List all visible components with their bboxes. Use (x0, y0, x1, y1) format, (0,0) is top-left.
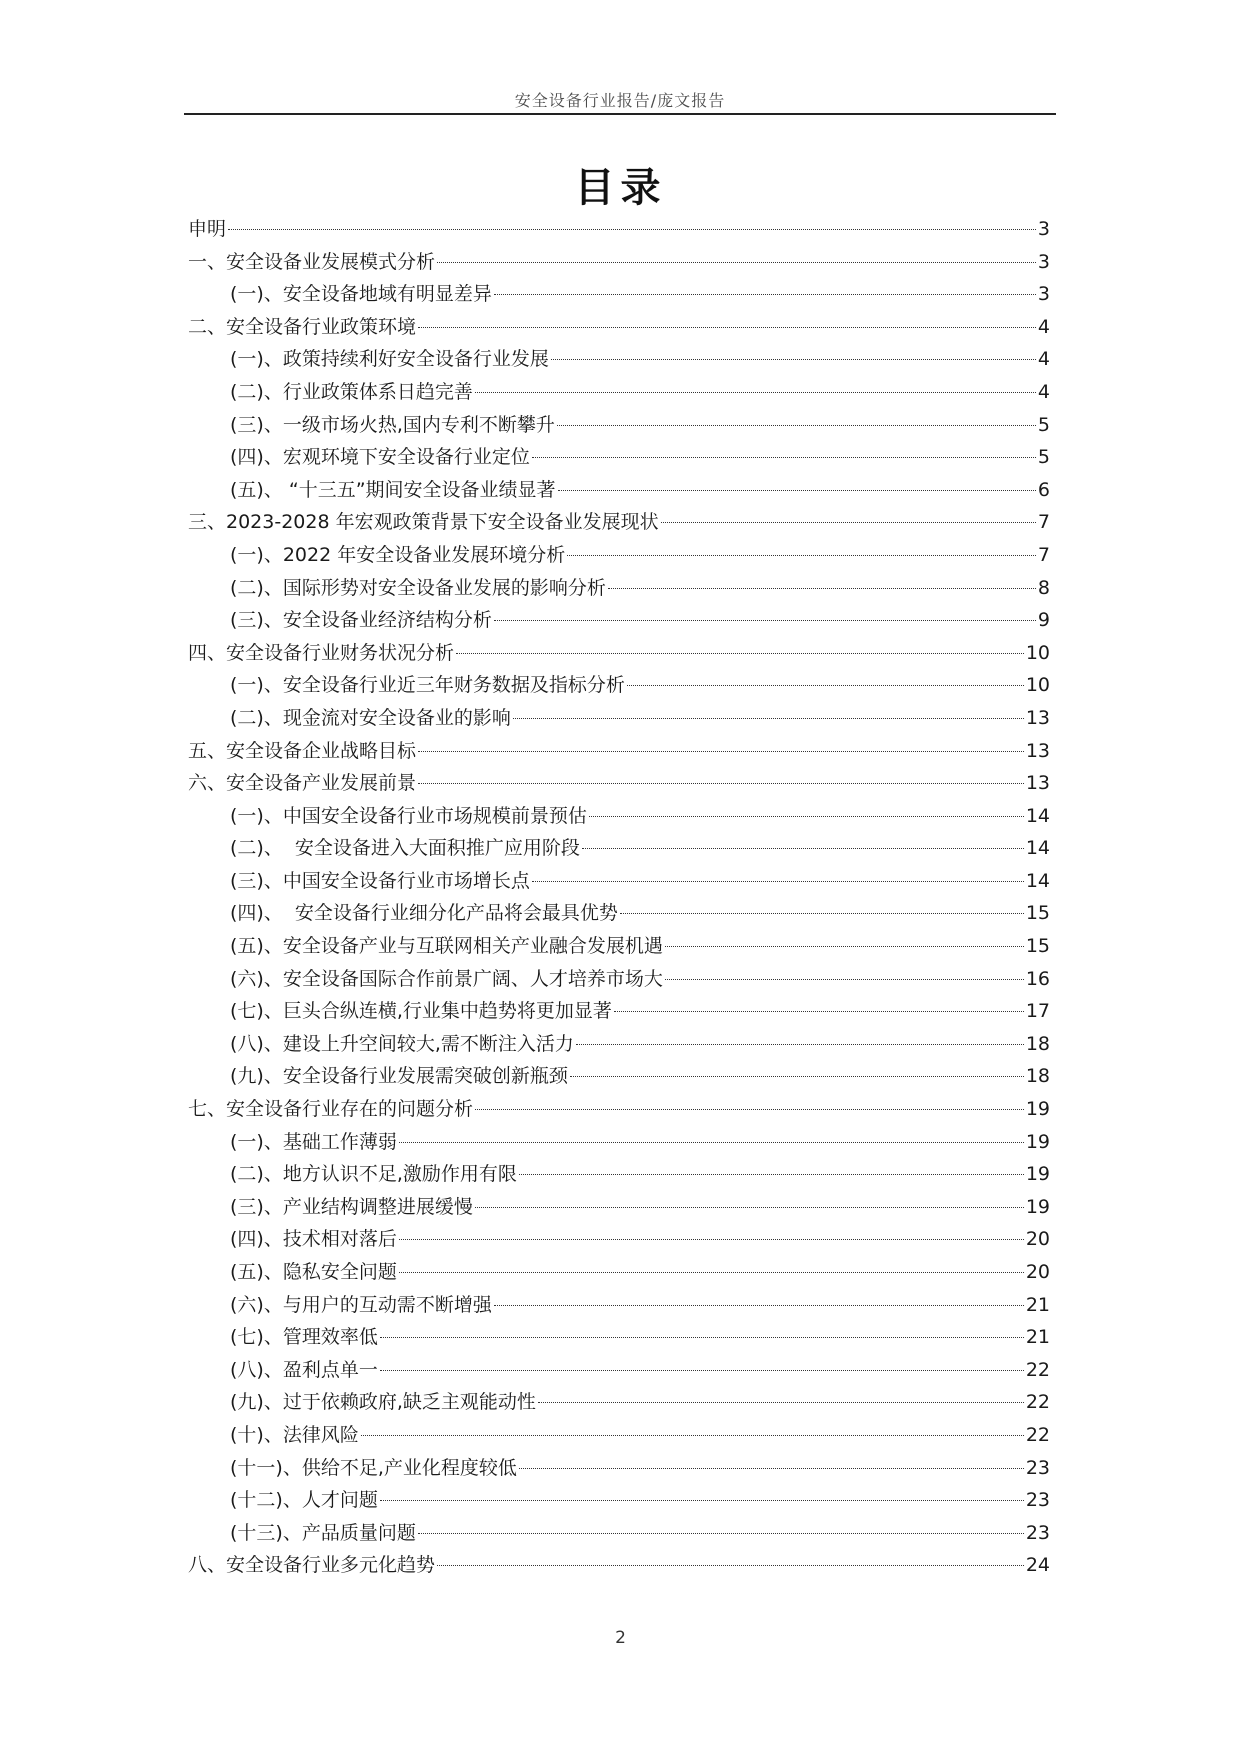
toc-entry-title: 五、安全设备企业战略目标 (188, 739, 417, 762)
toc-entry[interactable] (188, 213, 1050, 246)
toc-entry-page-number: 22 (1025, 1391, 1050, 1414)
dot-leader (437, 1565, 1024, 1566)
toc-entry[interactable] (188, 832, 1050, 865)
toc-entry-title: (二)、国际形势对安全设备业发展的影响分析 (230, 576, 606, 599)
dot-leader (399, 1272, 1024, 1273)
toc-entry-page-number: 5 (1037, 446, 1050, 469)
toc-entry-title: (六)、与用户的互动需不断增强 (230, 1293, 492, 1316)
dot-leader (380, 1370, 1024, 1371)
dot-leader (494, 1305, 1024, 1306)
toc-entry-title: (二)、地方认识不足,激励作用有限 (230, 1163, 517, 1186)
toc-entry[interactable] (188, 474, 1050, 507)
toc-entry-title: (二)、现金流对安全设备业的影响 (230, 706, 511, 729)
toc-entry-title: (八)、盈利点单一 (230, 1358, 378, 1381)
dot-leader (557, 425, 1036, 426)
toc-entry-page-number: 23 (1025, 1489, 1050, 1512)
toc-entry-page-number: 23 (1025, 1456, 1050, 1479)
toc-entry[interactable] (188, 669, 1050, 702)
toc-entry[interactable] (188, 897, 1050, 930)
toc-entry-title: 七、安全设备行业存在的问题分析 (188, 1098, 474, 1121)
dot-leader (627, 685, 1024, 686)
toc-entry-title: (五)、 “十三五”期间安全设备业绩显著 (230, 478, 556, 501)
toc-entry-title: (一)、基础工作薄弱 (230, 1130, 397, 1153)
toc-entry-page-number: 21 (1025, 1293, 1050, 1316)
toc-entry-title: (四)、技术相对落后 (230, 1228, 397, 1251)
toc-entry-title: (七)、巨头合纵连横,行业集中趋势将更加显著 (230, 1000, 612, 1023)
toc-entry-title: 六、安全设备产业发展前景 (188, 772, 417, 795)
toc-entry-title: (三)、一级市场火热,国内专利不断攀升 (230, 413, 555, 436)
toc-entry-title: 四、安全设备行业财务状况分析 (188, 641, 455, 664)
toc-entry-page-number: 22 (1025, 1423, 1050, 1446)
toc-entry[interactable] (188, 441, 1050, 474)
toc-entry[interactable] (188, 278, 1050, 311)
toc-entry[interactable] (188, 604, 1050, 637)
toc-entry-page-number: 4 (1037, 348, 1050, 371)
toc-entry[interactable] (188, 246, 1050, 279)
toc-entry[interactable] (188, 637, 1050, 670)
toc-entry-page-number: 9 (1037, 609, 1050, 632)
toc-entry[interactable] (188, 702, 1050, 735)
toc-entry-title: (七)、管理效率低 (230, 1326, 378, 1349)
toc-entry[interactable] (188, 767, 1050, 800)
toc-title: 目录 (574, 165, 667, 211)
toc-entry-page-number: 7 (1037, 543, 1050, 566)
toc-entry[interactable] (188, 409, 1050, 442)
toc-entry-page-number: 4 (1037, 380, 1050, 403)
dot-leader (620, 913, 1024, 914)
dot-leader (558, 490, 1036, 491)
toc-entry-title: (九)、过于依赖政府,缺乏主观能动性 (230, 1391, 536, 1414)
toc-entry-page-number: 14 (1025, 869, 1050, 892)
toc-entry-title: (十二)、人才问题 (230, 1489, 378, 1512)
toc-entry[interactable] (188, 572, 1050, 605)
toc-entry-title: (一)、政策持续利好安全设备行业发展 (230, 348, 549, 371)
toc-entry-title: (八)、建设上升空间较大,需不断注入活力 (230, 1032, 574, 1055)
toc-entry[interactable] (188, 343, 1050, 376)
toc-entry-title: (三)、中国安全设备行业市场增长点 (230, 869, 530, 892)
toc-entry[interactable] (188, 376, 1050, 409)
dot-leader (475, 1207, 1024, 1208)
toc-entry[interactable] (188, 1354, 1050, 1387)
dot-leader (418, 1533, 1024, 1534)
toc-entry-page-number: 19 (1025, 1098, 1050, 1121)
toc-entry-page-number: 7 (1037, 511, 1050, 534)
toc-entry-title: 二、安全设备行业政策环境 (188, 315, 417, 338)
toc-entry-page-number: 17 (1025, 1000, 1050, 1023)
dot-leader (589, 816, 1024, 817)
dot-leader (399, 1142, 1024, 1143)
toc-entry[interactable] (188, 1093, 1050, 1126)
toc-entry-page-number: 3 (1037, 250, 1050, 273)
toc-entry[interactable] (188, 1158, 1050, 1191)
dot-leader (418, 751, 1024, 752)
toc-entry-title: 八、安全设备行业多元化趋势 (188, 1554, 436, 1577)
toc-entry-page-number: 6 (1037, 478, 1050, 501)
toc-entry-page-number: 21 (1025, 1326, 1050, 1349)
toc-entry[interactable] (188, 1386, 1050, 1419)
toc-entry[interactable] (188, 1419, 1050, 1452)
toc-entry-title: 三、2023-2028 年宏观政策背景下安全设备业发展现状 (188, 511, 659, 534)
toc-entry[interactable] (188, 1223, 1050, 1256)
toc-entry[interactable] (188, 1289, 1050, 1322)
toc-entry[interactable] (188, 865, 1050, 898)
toc-entry-page-number: 19 (1025, 1163, 1050, 1186)
dot-leader (608, 588, 1036, 589)
dot-leader (456, 653, 1024, 654)
toc-entry-title: 申明 (188, 218, 227, 240)
toc-entry-page-number: 19 (1025, 1130, 1050, 1153)
toc-entry-title: (三)、产业结构调整进展缓慢 (230, 1195, 473, 1218)
toc-entry-page-number: 19 (1025, 1195, 1050, 1218)
toc-entry-title: (六)、安全设备国际合作前景广阔、人才培养市场大 (230, 967, 663, 990)
toc-entry[interactable] (188, 506, 1050, 539)
toc-entry-title: (一)、2022 年安全设备业发展环境分析 (230, 543, 566, 566)
toc-entry-title: (一)、中国安全设备行业市场规模前景预估 (230, 804, 587, 827)
toc-entry-page-number: 14 (1025, 804, 1050, 827)
toc-entry-title: (二)、 安全设备进入大面积推广应用阶段 (230, 837, 580, 860)
toc-entry-page-number: 3 (1037, 218, 1050, 240)
dot-leader (513, 718, 1024, 719)
toc-entry[interactable] (188, 1321, 1050, 1354)
toc-entry-page-number: 20 (1025, 1228, 1050, 1251)
dot-leader (532, 457, 1036, 458)
toc-entry[interactable] (188, 930, 1050, 963)
toc-entry-page-number: 8 (1037, 576, 1050, 599)
toc-entry-title: (三)、安全设备业经济结构分析 (230, 609, 492, 632)
page-number: 2 (615, 1628, 626, 1648)
toc-entry-title: (四)、 安全设备行业细分化产品将会最具优势 (230, 902, 618, 925)
dot-leader (614, 1011, 1024, 1012)
dot-leader (665, 979, 1024, 980)
dot-leader (570, 1076, 1024, 1077)
toc-entry[interactable] (188, 800, 1050, 833)
toc-entry-title: (五)、隐私安全问题 (230, 1261, 397, 1283)
toc-entry-page-number: 15 (1025, 902, 1050, 925)
dot-leader (519, 1174, 1024, 1175)
dot-leader (582, 848, 1024, 849)
toc-entry[interactable] (188, 735, 1050, 768)
toc-entry-page-number: 10 (1025, 641, 1050, 664)
toc-entry-title: (二)、行业政策体系日趋完善 (230, 380, 473, 403)
toc-entry[interactable] (188, 1452, 1050, 1485)
dot-leader (494, 620, 1036, 621)
toc-entry-title: 一、安全设备业发展模式分析 (188, 250, 436, 273)
dot-leader (576, 1044, 1024, 1045)
toc-entry[interactable] (188, 1549, 1050, 1582)
toc-entry-page-number: 18 (1025, 1032, 1050, 1055)
dot-leader (475, 392, 1036, 393)
running-header: 安全设备行业报告/庞文报告 (514, 91, 726, 110)
dot-leader (567, 555, 1036, 556)
toc-entry-page-number: 22 (1025, 1358, 1050, 1381)
toc-entry-title: (一)、安全设备地域有明显差异 (230, 283, 492, 306)
toc-entry-title: (五)、安全设备产业与互联网相关产业融合发展机遇 (230, 935, 663, 958)
toc-entry-page-number: 10 (1025, 674, 1050, 697)
dot-leader (665, 946, 1024, 947)
toc-entry-page-number: 14 (1025, 837, 1050, 860)
toc-entry[interactable] (188, 1256, 1050, 1289)
toc-entry[interactable] (188, 311, 1050, 344)
dot-leader (538, 1402, 1024, 1403)
toc-entry[interactable] (188, 539, 1050, 572)
toc-entry-page-number: 3 (1037, 283, 1050, 306)
toc-entry[interactable] (188, 995, 1050, 1028)
dot-leader (475, 1109, 1024, 1110)
toc-entry[interactable] (188, 1191, 1050, 1224)
toc-entry-page-number: 16 (1025, 967, 1050, 990)
toc-entry-page-number: 15 (1025, 935, 1050, 958)
toc-entry-page-number: 24 (1025, 1554, 1050, 1577)
toc-entry-title: (一)、安全设备行业近三年财务数据及指标分析 (230, 674, 625, 697)
toc-entry-page-number: 13 (1025, 772, 1050, 795)
toc-entry[interactable] (188, 1484, 1050, 1517)
dot-leader (228, 229, 1036, 230)
toc-entry-page-number: 23 (1025, 1521, 1050, 1544)
dot-leader (380, 1500, 1024, 1501)
dot-leader (418, 327, 1036, 328)
dot-leader (519, 1468, 1024, 1469)
dot-leader (494, 294, 1036, 295)
toc-entry-page-number: 18 (1025, 1065, 1050, 1088)
toc-entry[interactable] (188, 1126, 1050, 1159)
toc-entry-page-number: 5 (1037, 413, 1050, 436)
toc-entry-page-number: 20 (1025, 1261, 1050, 1283)
dot-leader (437, 262, 1036, 263)
toc-entry-title: (四)、宏观环境下安全设备行业定位 (230, 446, 530, 469)
table-of-contents (188, 213, 1050, 1582)
toc-entry[interactable] (188, 1517, 1050, 1550)
toc-entry-title: (九)、安全设备行业发展需突破创新瓶颈 (230, 1065, 568, 1088)
toc-entry[interactable] (188, 1060, 1050, 1093)
toc-entry-title: (十一)、供给不足,产业化程度较低 (230, 1456, 517, 1479)
toc-entry-page-number: 4 (1037, 315, 1050, 338)
toc-entry-page-number: 13 (1025, 706, 1050, 729)
dot-leader (551, 359, 1036, 360)
toc-entry[interactable] (188, 963, 1050, 996)
dot-leader (532, 881, 1024, 882)
dot-leader (399, 1239, 1024, 1240)
header-divider (184, 113, 1056, 115)
toc-entry-title: (十三)、产品质量问题 (230, 1521, 416, 1544)
toc-entry-title: (十)、法律风险 (230, 1423, 359, 1446)
toc-entry-page-number: 13 (1025, 739, 1050, 762)
dot-leader (661, 522, 1036, 523)
toc-entry[interactable] (188, 1028, 1050, 1061)
dot-leader (418, 783, 1024, 784)
dot-leader (380, 1337, 1024, 1338)
dot-leader (361, 1435, 1024, 1436)
